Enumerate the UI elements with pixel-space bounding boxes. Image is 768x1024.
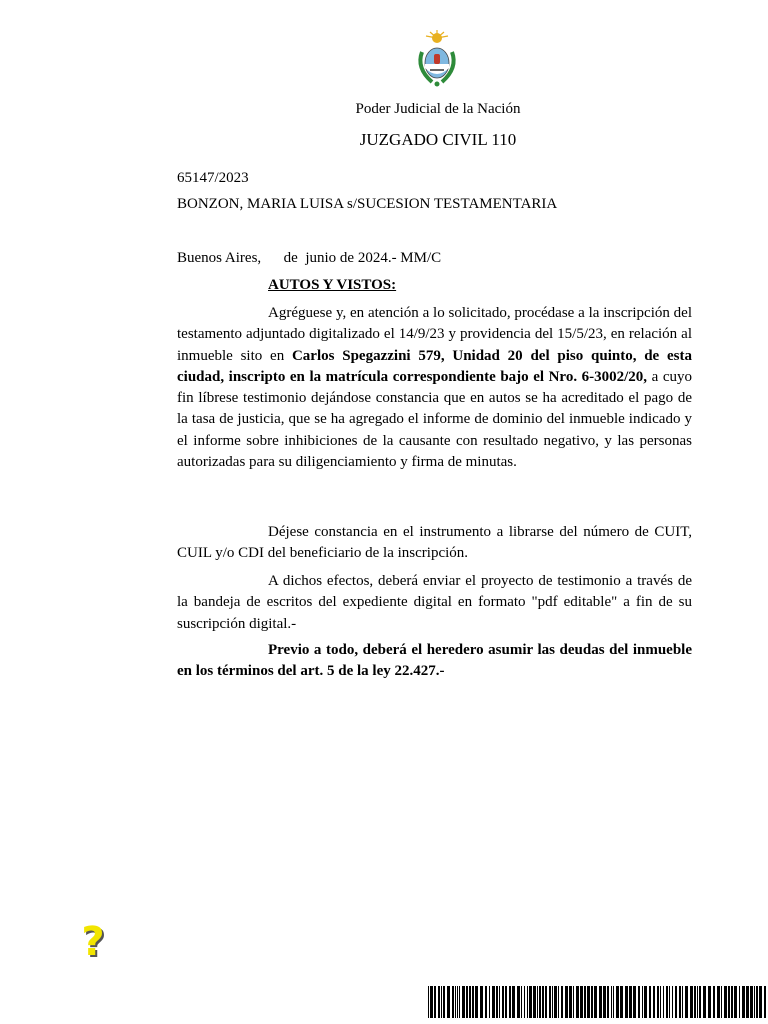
coat-of-arms-icon: [412, 28, 462, 88]
paragraph-1-text-b: a cuyo fin líbrese testimonio dejándose constancia que en autos se ha acreditado el pago de la tasa de justicia, que se ha agregado el informe de dominio del inmueble indicado y el informe sobre inhibiciones de la causante con resultado negativo, y las personas autorizadas para su diligenciamiento y firma de minutas.: [177, 368, 692, 471]
paragraph-1-text-a: Agréguese y, en atención a lo solicitado, procédase a la inscripción del testamento adjuntado digitalizado el 14/9/23 y providencia del 15/5/23, en relación al inmueble sito en: [177, 305, 692, 364]
paragraph-1: [177, 303, 692, 473]
property-address: Carlos Spegazzini 579, Unidad 20 del piso quinto, de esta ciudad, inscripto en la matrícula correspondiente bajo el Nro. 6-3002/20,: [177, 347, 692, 385]
date-line: Buenos Aires, de junio de 2024.- MM/C: [177, 250, 442, 266]
case-number: 65147/2023: [177, 170, 249, 186]
institution-name: Poder Judicial de la Nación: [355, 101, 521, 117]
court-name: JUZGADO CIVIL 110: [359, 130, 517, 149]
heading-autos-y-vistos: AUTOS Y VISTOS:: [268, 277, 397, 293]
paragraph-4: Previo a todo, deberá el heredero asumir las deudas del inmueble en los términos del art. 5 de la ley 22.427.-: [177, 642, 692, 680]
paragraph-2: Déjese constancia en el instrumento a librarse del número de CUIT, CUIL y/o CDI del beneficiario de la inscripción.: [177, 524, 692, 562]
barcode-icon: [428, 986, 768, 1018]
question-mark-icon: ?: [81, 919, 105, 965]
paragraph-3: A dichos efectos, deberá enviar el proyecto de testimonio a través de la bandeja de escritos del expediente digital en formato "pdf editable" a fin de su suscripción digital.-: [177, 573, 692, 632]
case-caption: BONZON, MARIA LUISA s/SUCESION TESTAMENTARIA: [177, 196, 558, 212]
